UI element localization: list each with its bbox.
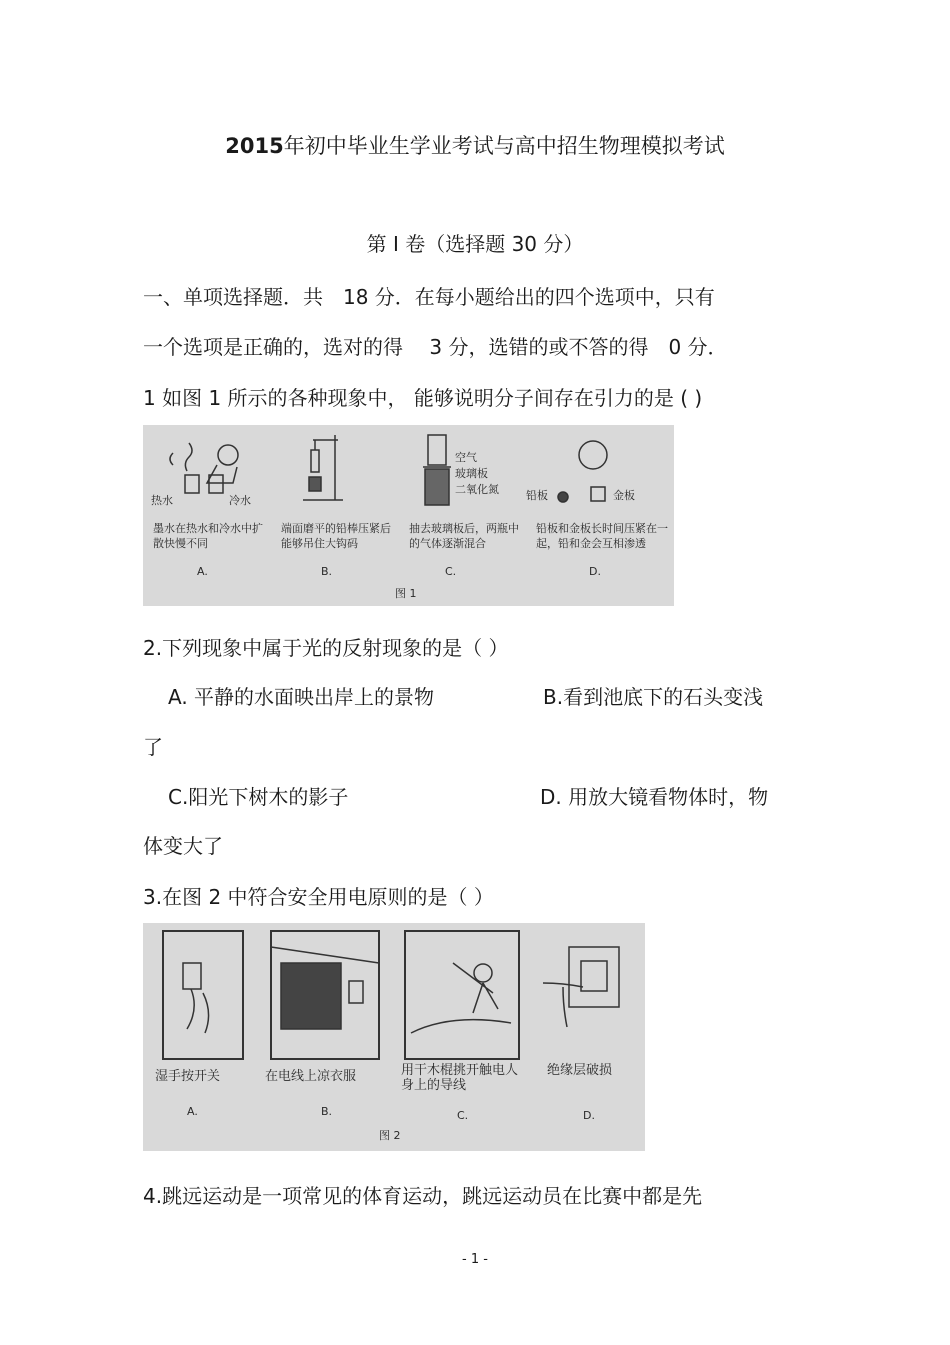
fig2-panel-d-caption: 绝缘层破损 (547, 1063, 613, 1078)
fig2-panel-a-letter: A. (187, 1105, 198, 1118)
question-3-stem: 3.在图 2 中符合安全用电原则的是（ ） (143, 885, 494, 909)
panel-d-illustration (558, 441, 607, 502)
label-air: 空气 (455, 451, 477, 464)
panel-c-illustration (411, 963, 511, 1033)
panel-a-frame (163, 931, 243, 1059)
instructions-line-1: 一、单项选择题．共 18 分．在每小题给出的四个选项中，只有 (143, 285, 715, 309)
question-1-stem: 1 如图 1 所示的各种现象中， 能够说明分子间存在引力的是 ( ) (143, 386, 703, 410)
question-2-stem: 2.下列现象中属于光的反射现象的是（ ） (143, 636, 509, 660)
exam-year: 2015 (225, 134, 284, 158)
label-lead-plate: 铅板 (526, 489, 548, 502)
question-2-option-c: C.阳光下树木的影子 (168, 785, 349, 809)
panel-b-letter: B. (321, 565, 333, 578)
label-cold-water: 冷水 (229, 494, 251, 507)
figure-2-drawings (143, 923, 645, 1151)
panel-b-illustration (303, 435, 343, 500)
question-4-stem: 4.跳远运动是一项常见的体育运动，跳远运动员在比赛中都是先 (143, 1184, 703, 1208)
exam-title-rest: 年初中毕业生学业考试与高中招生物理模拟考试 (283, 134, 725, 158)
panel-b-illustration (271, 947, 379, 1029)
panel-d-caption: 铅板和金板长时间压紧在一起，铅和金会互相渗透 (536, 522, 668, 550)
fig2-panel-c-letter: C. (457, 1109, 469, 1122)
label-nitrogen-dioxide: 二氧化氮 (455, 483, 499, 496)
exam-title (0, 130, 950, 160)
fig2-panel-d-letter: D. (583, 1109, 595, 1122)
panel-c-caption: 抽去玻璃板后，两瓶中的气体逐渐混合 (409, 522, 519, 550)
section-title: 第 I 卷（选择题 30 分） (366, 232, 584, 256)
panel-c-letter: C. (445, 565, 457, 578)
figure-1-drawings (143, 425, 674, 606)
question-2-option-d: D. 用放大镜看物体时，物 (540, 785, 769, 809)
panel-a-letter: A. (197, 565, 208, 578)
panel-a-illustration (170, 443, 238, 493)
label-glass-plate: 玻璃板 (455, 467, 488, 480)
fig2-panel-a-caption: 湿手按开关 (155, 1069, 221, 1084)
panel-c-frame (405, 931, 519, 1059)
panel-c-illustration (423, 435, 451, 505)
question-2-option-a: A. 平静的水面映出岸上的景物 (168, 685, 435, 709)
figure-2-caption: 图 2 (379, 1129, 401, 1142)
instructions-line-2: 一个选项是正确的，选对的得 3 分，选错的或不答的得 0 分． (143, 335, 728, 359)
label-hot-water: 热水 (151, 494, 173, 507)
question-2-option-b: B.看到池底下的石头变浅 (543, 685, 764, 709)
figure-1-caption: 图 1 (395, 587, 417, 600)
page-number: - 1 - (462, 1252, 488, 1267)
panel-a-illustration (183, 963, 209, 1033)
fig2-panel-c-caption: 用干木棍挑开触电人身上的导线 (401, 1063, 519, 1093)
figure-2 (143, 923, 645, 1151)
question-2-option-b-cont: 了 (143, 735, 163, 759)
panel-d-letter: D. (589, 565, 601, 578)
panel-b-caption: 端面磨平的铅棒压紧后能够吊住大钩码 (281, 522, 391, 550)
label-gold-plate: 金板 (613, 489, 635, 502)
fig2-panel-b-caption: 在电线上凉衣服 (265, 1069, 357, 1084)
fig2-panel-b-letter: B. (321, 1105, 333, 1118)
question-2-option-d-cont: 体变大了 (143, 834, 223, 858)
panel-d-illustration (543, 947, 619, 1027)
panel-a-caption: 墨水在热水和冷水中扩散快慢不同 (153, 522, 263, 550)
figure-1 (143, 425, 674, 606)
